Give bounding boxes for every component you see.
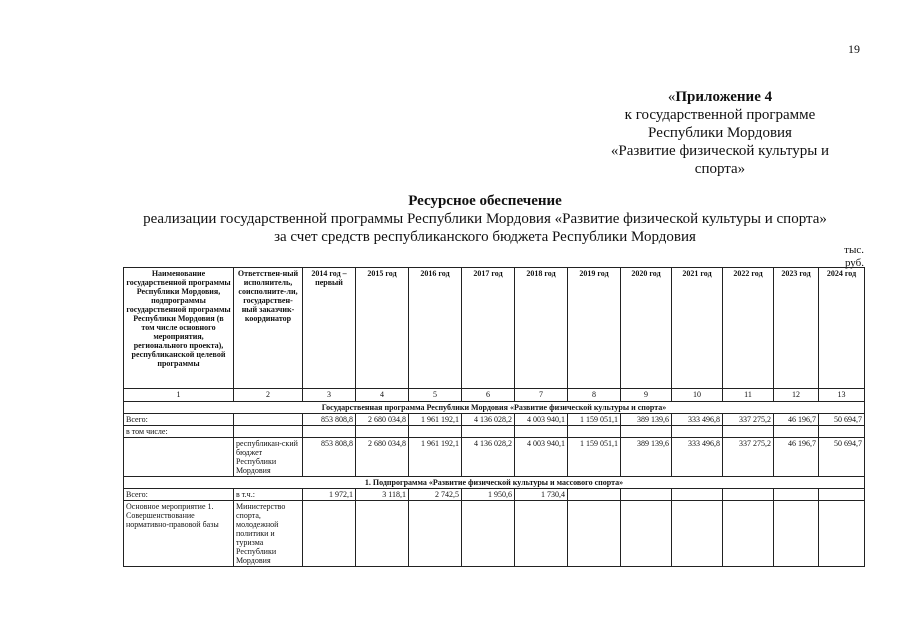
value-cell: 1 961 192,1 <box>409 438 462 477</box>
index-cell: 10 <box>672 389 723 402</box>
value-cell: 1 961 192,1 <box>409 414 462 426</box>
column-header: 2024 год <box>819 268 865 389</box>
value-cell: 389 139,6 <box>621 414 672 426</box>
column-header: 2019 год <box>568 268 621 389</box>
page-number: 19 <box>848 42 860 56</box>
index-cell: 9 <box>621 389 672 402</box>
appendix-line-3: Республики Мордовия <box>648 125 792 141</box>
table-row-sub-total <box>124 489 865 501</box>
column-header: 2015 год <box>356 268 409 389</box>
column-header: 2018 год <box>515 268 568 389</box>
value-cell <box>723 489 774 501</box>
table-row-total <box>124 414 865 426</box>
empty-cell <box>234 426 303 438</box>
empty-cell <box>462 426 515 438</box>
value-cell: 853 808,8 <box>303 414 356 426</box>
index-cell: 12 <box>774 389 819 402</box>
empty-cell <box>124 438 234 477</box>
index-cell: 3 <box>303 389 356 402</box>
value-cell: 50 694,7 <box>819 438 865 477</box>
column-header: 2020 год <box>621 268 672 389</box>
value-cell: 2 680 034,8 <box>356 438 409 477</box>
value-cell: 337 275,2 <box>723 414 774 426</box>
section-row-program <box>124 402 865 414</box>
index-cell: 7 <box>515 389 568 402</box>
column-header: 2016 год <box>409 268 462 389</box>
appendix-line-5: спорта» <box>694 161 746 177</box>
appendix-line-4: «Развитие физической культуры и <box>610 143 830 159</box>
appendix-quote: « <box>667 89 676 105</box>
empty-cell <box>621 501 672 567</box>
value-cell: 1 159 051,1 <box>568 438 621 477</box>
row-responsible: республикан-ский бюджет Республики Мордовия <box>234 438 303 477</box>
empty-cell <box>774 426 819 438</box>
section-title-subprogram: 1. Подпрограмма «Развитие физической культуры и массового спорта» <box>124 477 865 489</box>
column-header: 2017 год <box>462 268 515 389</box>
empty-cell <box>568 501 621 567</box>
section-title-program: Государственная программа Республики Мордовия «Развитие физической культуры и спорта» <box>124 402 865 414</box>
value-cell: 2 680 034,8 <box>356 414 409 426</box>
empty-cell <box>515 501 568 567</box>
value-cell <box>621 489 672 501</box>
section-row-subprogram <box>124 477 865 489</box>
index-cell: 11 <box>723 389 774 402</box>
column-header: 2022 год <box>723 268 774 389</box>
row-label: Основное мероприятие 1. Совершенствование нормативно-правовой базы <box>124 501 234 567</box>
value-cell: 4 136 028,2 <box>462 414 515 426</box>
appendix-title: Приложение 4 <box>675 89 773 105</box>
empty-cell <box>303 501 356 567</box>
value-cell <box>774 489 819 501</box>
empty-cell <box>672 501 723 567</box>
index-cell: 5 <box>409 389 462 402</box>
index-cell: 6 <box>462 389 515 402</box>
resource-table <box>123 267 865 567</box>
heading-line-2: реализации государственной программы Республики Мордовия «Развитие физической культуры и спорта» <box>143 211 827 227</box>
value-cell: 4 003 940,1 <box>515 414 568 426</box>
row-responsible: в т.ч.: <box>234 489 303 501</box>
document-heading <box>120 192 850 246</box>
row-label: в том числе: <box>124 426 234 438</box>
header-row <box>124 268 865 389</box>
empty-cell <box>356 426 409 438</box>
value-cell: 4 003 940,1 <box>515 438 568 477</box>
value-cell: 2 742,5 <box>409 489 462 501</box>
value-cell: 1 972,1 <box>303 489 356 501</box>
value-cell: 337 275,2 <box>723 438 774 477</box>
empty-cell <box>356 501 409 567</box>
value-cell: 1 950,6 <box>462 489 515 501</box>
value-cell <box>819 489 865 501</box>
index-cell: 8 <box>568 389 621 402</box>
table-row-event1 <box>124 501 865 567</box>
value-cell: 46 196,7 <box>774 414 819 426</box>
column-header: 2023 год <box>774 268 819 389</box>
empty-cell <box>462 501 515 567</box>
units-line-1: тыс. <box>844 244 864 256</box>
value-cell <box>568 489 621 501</box>
value-cell: 333 496,8 <box>672 414 723 426</box>
index-cell: 13 <box>819 389 865 402</box>
value-cell: 1 159 051,1 <box>568 414 621 426</box>
empty-cell <box>723 426 774 438</box>
heading-line-3: за счет средств республиканского бюджета Республики Мордовия <box>274 229 696 245</box>
empty-cell <box>723 501 774 567</box>
row-label: Всего: <box>124 414 234 426</box>
table-row-budget <box>124 438 865 477</box>
index-cell: 1 <box>124 389 234 402</box>
value-cell: 389 139,6 <box>621 438 672 477</box>
units-line-2: руб. <box>844 257 864 269</box>
appendix-line-2: к государственной программе <box>624 107 816 123</box>
empty-cell <box>672 426 723 438</box>
value-cell: 46 196,7 <box>774 438 819 477</box>
row-label: Всего: <box>124 489 234 501</box>
row-responsible: Министерство спорта, молодежной политики и туризма Республики Мордовия <box>234 501 303 567</box>
index-cell: 4 <box>356 389 409 402</box>
index-row <box>124 389 865 402</box>
empty-cell <box>303 426 356 438</box>
heading-title: Ресурсное обеспечение <box>408 193 562 209</box>
appendix-header <box>598 88 842 178</box>
value-cell: 333 496,8 <box>672 438 723 477</box>
column-header: 2021 год <box>672 268 723 389</box>
column-header: 2014 год – первый <box>303 268 356 389</box>
empty-cell <box>515 426 568 438</box>
column-header: Ответствен-ный исполнитель, соисполните-ли, государствен-ный заказчик-координатор <box>234 268 303 389</box>
row-responsible <box>234 414 303 426</box>
index-cell: 2 <box>234 389 303 402</box>
value-cell: 4 136 028,2 <box>462 438 515 477</box>
value-cell: 853 808,8 <box>303 438 356 477</box>
value-cell: 50 694,7 <box>819 414 865 426</box>
value-cell: 3 118,1 <box>356 489 409 501</box>
empty-cell <box>621 426 672 438</box>
appendix-title-line <box>598 88 842 106</box>
table-row-including <box>124 426 865 438</box>
value-cell <box>672 489 723 501</box>
column-header: Наименование государственной программы Республики Мордовия, подпрограммы государственной программы Республики Мордовия (в том числе основного мероприятия, регионального проекта), республиканской целевой программы <box>124 268 234 389</box>
empty-cell <box>568 426 621 438</box>
empty-cell <box>409 501 462 567</box>
empty-cell <box>819 426 865 438</box>
empty-cell <box>819 501 865 567</box>
empty-cell <box>774 501 819 567</box>
value-cell: 1 730,4 <box>515 489 568 501</box>
empty-cell <box>409 426 462 438</box>
